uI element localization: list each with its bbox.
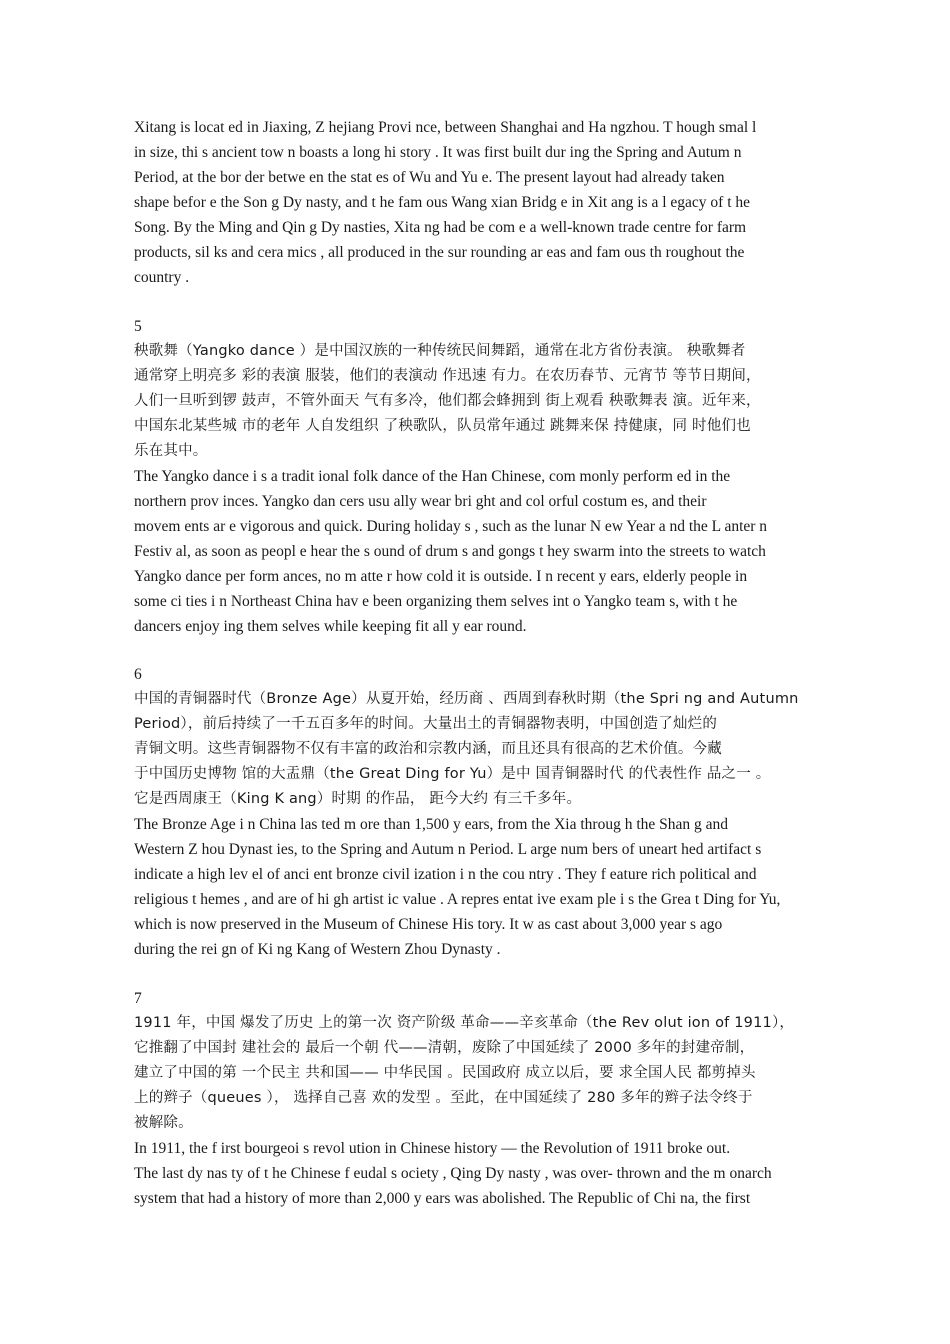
section-number: 5 [134,318,142,335]
en-line: The Yangko dance i s a tradit ional folk dance of the Han Chinese, com monly perform ed in the [134,468,731,485]
section-7 [134,986,904,1211]
section-5 [134,314,904,639]
en-line: The last dy nas ty of t he Chinese f eudal s ociety , Qing Dy nasty , was over- thrown and the m onarch [134,1165,772,1182]
en-line: during the rei gn of Ki ng Kang of Western Zhou Dynasty . [134,941,501,958]
section-6 [134,662,904,962]
en-line: The Bronze Age i n China las ted m ore than 1,500 y ears, from the Xia throug h the Shan g and [134,816,729,833]
zh-line: 它是西周康王（King K ang）时期 的作品， 距今大约 有三千多年。 [134,791,582,807]
zh-line: 青铜文明。这些青铜器物不仅有丰富的政治和宗教内涵，而且还具有很高的艺术价值。今藏 [134,741,722,757]
zh-line: 中国的青铜器时代（Bronze Age）从夏开始，经历商 、西周到春秋时期（the Spri ng and Autumn [134,691,799,707]
en-line: in size, thi s ancient tow n boasts a long hi story . It was first built dur ing the Spring and Autum n [134,144,742,161]
en-line: shape befor e the Son g Dy nasty, and t he fam ous Wang xian Bridg e in Xit ang is a l egacy of t he [134,194,751,211]
en-line: some ci ties i n Northeast China hav e been organizing them selves int o Yangko team s, with t he [134,593,738,610]
zh-line: 于中国历史博物 馆的大盂鼎（the Great Ding for Yu）是中 国青铜器时代 的代表性作 品之一 。 [134,766,771,782]
zh-line: 它推翻了中国封 建社会的 最后一个朝 代——清朝，废除了中国延续了 2000 多年的封建帝制， [134,1040,755,1056]
en-line: Festiv al, as soon as peopl e hear the s ound of drum s and gongs t hey swarm into the streets to watch [134,543,766,560]
en-line: religious t hemes , and are of hi gh artist ic value . A repres entat ive exam ple i s the Grea t Ding for Yu, [134,891,781,908]
en-line: system that had a history of more than 2,000 y ears was abolished. The Republic of Chi na, the first [134,1190,751,1207]
zh-line: 1911 年，中国 爆发了历史 上的第一次 资产阶级 革命——辛亥革命（the Rev olut ion of 1911）， [134,1015,795,1031]
zh-line: 人们一旦听到锣 鼓声，不管外面天 气有多冷，他们都会蜂拥到 街上观看 秧歌舞表 演。近年来， [134,393,761,409]
en-line: Western Z hou Dynast ies, to the Spring and Autum n Period. L arge num bers of uneart hed artifact s [134,841,762,858]
en-line: dancers enjoy ing them selves while keeping fit all y ear round. [134,618,527,635]
en-line: northern prov inces. Yangko dan cers usu ally wear bri ght and col orful costum es, and their [134,493,707,510]
zh-line: Period），前后持续了一千五百多年的时间。大量出土的青铜器物表明，中国创造了灿烂的 [134,716,718,732]
en-line: Period, at the bor der betwe en the stat es of Wu and Yu e. The present layout had already taken [134,169,725,186]
en-line: In 1911, the f irst bourgeoi s revol ution in Chinese history — the Revolution of 1911 broke out. [134,1140,731,1157]
en-line: Song. By the Ming and Qin g Dy nasties, Xita ng had be com e a well-known trade centre for farm [134,219,747,236]
zh-line: 通常穿上明亮多 彩的表演 服装，他们的表演动 作迅速 有力。在农历春节、元宵节 等节日期间， [134,368,761,384]
section-number: 7 [134,990,142,1007]
section-number: 6 [134,666,142,683]
zh-line: 乐在其中。 [134,443,208,459]
en-line: movem ents ar e vigorous and quick. During holiday s , such as the lunar N ew Year a nd the L anter n [134,518,768,535]
en-line: which is now preserved in the Museum of Chinese His tory. It w as cast about 3,000 year s ago [134,916,723,933]
zh-line: 上的辫子（queues ）， 选择自己喜 欢的发型 。至此，在中国延续了 280 多年的辫子法令终于 [134,1090,753,1106]
en-line: indicate a high lev el of anci ent bronze civil ization i n the cou ntry . They f eature rich political and [134,866,757,883]
zh-line: 秧歌舞（Yangko dance ）是中国汉族的一种传统民间舞蹈，通常在北方省份表演。 秧歌舞者 [134,343,746,359]
en-line: products, sil ks and cera mics , all produced in the sur rounding ar eas and fam ous th roughout the [134,244,745,261]
zh-line: 被解除。 [134,1115,193,1131]
zh-line: 建立了中国的第 一个民主 共和国—— 中华民国 。民国政府 成立以后，要 求全国人民 都剪掉头 [134,1065,756,1081]
en-line: country . [134,269,190,286]
section-4-continued [134,115,904,290]
en-line: Xitang is locat ed in Jiaxing, Z hejiang Provi nce, between Shanghai and Ha ngzhou. T hough smal l [134,119,757,136]
en-line: Yangko dance per form ances, no m atte r how cold it is outside. I n recent y ears, elderly people in [134,568,748,585]
zh-line: 中国东北某些城 市的老年 人自发组织 了秧歌队，队员常年通过 跳舞来保 持健康，同 时他们也 [134,418,751,434]
